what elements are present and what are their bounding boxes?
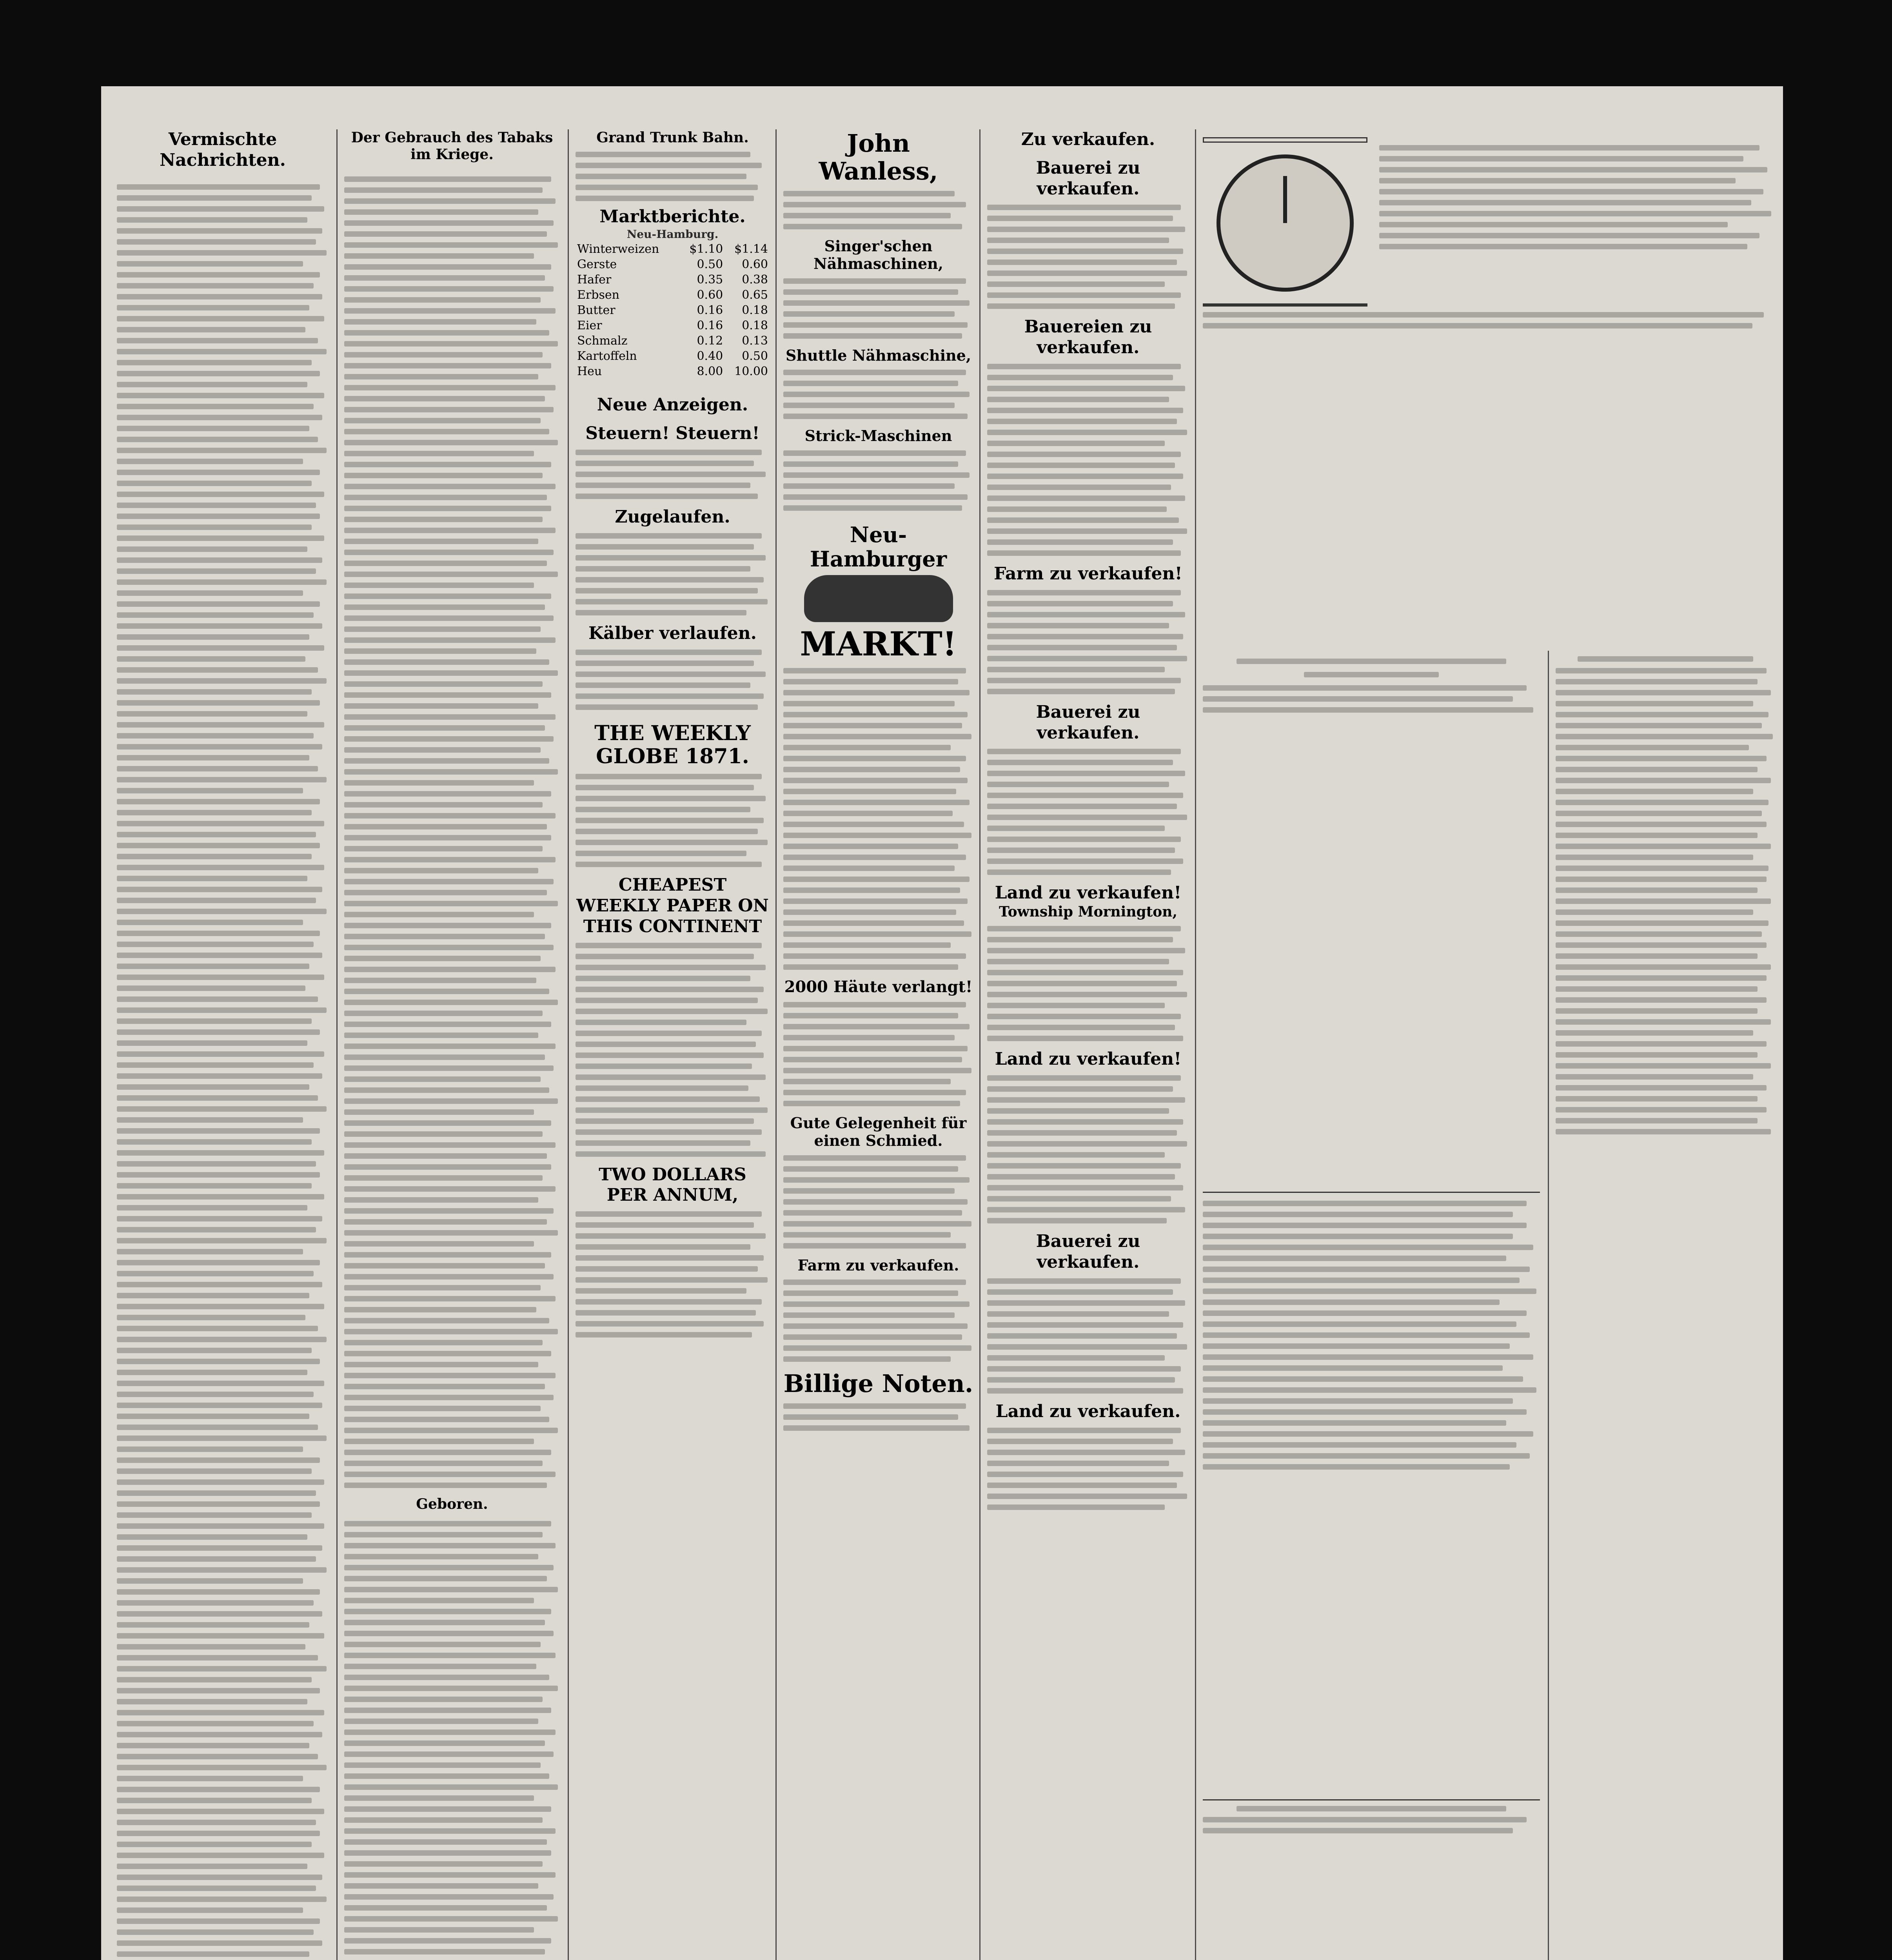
ad-flach: [1203, 129, 1775, 639]
watch-illustration: [1203, 137, 1367, 307]
heading: MARKT!: [800, 624, 957, 664]
column-tabak: [344, 129, 560, 1960]
market-price: 0.50: [742, 349, 768, 363]
market-row: [576, 272, 770, 287]
ad-hoefler: [1556, 651, 1775, 1960]
market-price: 0.18: [742, 303, 768, 318]
market-price: $1.10: [689, 242, 723, 256]
heading: Neu-Hamburger: [810, 522, 947, 572]
market-price: 0.13: [742, 334, 768, 348]
heading: Zugelaufen.: [615, 506, 730, 527]
market-item: Gerste: [577, 258, 617, 272]
ad-waarenlager: [1203, 1799, 1540, 1960]
heading: Land zu verkaufen.: [995, 1401, 1181, 1421]
market-item: Eier: [577, 319, 602, 333]
heading: Shuttle Nähmaschine,: [785, 346, 971, 364]
heading: John Wanless,: [819, 129, 938, 186]
heading: Singer'schen Nähmaschinen,: [813, 237, 944, 273]
watch-icon: [1217, 154, 1354, 292]
market-place: Neu-Hamburg.: [626, 227, 719, 241]
market-row: [576, 303, 770, 318]
column-verkaufen: [987, 129, 1189, 1960]
market-item: Schmalz: [577, 334, 628, 348]
column-vermischte: [117, 129, 329, 1960]
market-row: [576, 257, 770, 272]
heading: TWO DOLLARS PER ANNUM,: [599, 1164, 746, 1205]
heading: Der Gebrauch des Tabaks im Kriege.: [351, 129, 553, 163]
column-rule: [775, 129, 777, 1960]
market-row: [576, 287, 770, 303]
market-row: [576, 241, 770, 257]
heading: Zu verkaufen.: [1021, 129, 1155, 149]
heading: Bauereien zu verkaufen.: [1024, 317, 1152, 358]
heading: Billige Noten.: [783, 1369, 973, 1398]
market-row: [576, 348, 770, 364]
market-row: [576, 364, 770, 379]
market-item: Winterweizen: [577, 242, 659, 256]
market-price: 0.18: [742, 319, 768, 333]
cattle-illustration: [804, 575, 953, 622]
ad-fennell: [1203, 651, 1540, 1160]
heading: Bauerei zu verkaufen.: [1036, 158, 1140, 199]
column-rule: [336, 129, 338, 1960]
heading: Kälber verlaufen.: [588, 623, 757, 643]
heading: Township Mornington,: [999, 904, 1178, 920]
market-item: Kartoffeln: [577, 349, 637, 363]
heading: Land zu verkaufen!: [995, 883, 1182, 903]
market-price: 0.16: [697, 319, 723, 333]
watch-label-bottom: [1203, 303, 1367, 307]
market-item: Butter: [577, 303, 616, 318]
heading: Farm zu verkaufen!: [994, 563, 1182, 584]
column-wanless: [783, 129, 973, 1960]
heading: Steuern! Steuern!: [585, 423, 760, 444]
heading: Geboren.: [416, 1496, 488, 1513]
market-item: Heu: [577, 365, 602, 379]
market-row: [576, 333, 770, 348]
newspaper-page: [101, 86, 1783, 1960]
market-price: 0.35: [697, 273, 723, 287]
heading: THE WEEKLY GLOBE 1871.: [594, 721, 751, 769]
market-item: Hafer: [577, 273, 612, 287]
heading: Marktberichte.: [599, 207, 746, 227]
market-price: 0.40: [697, 349, 723, 363]
market-price: 0.65: [742, 288, 768, 302]
market-price: 0.16: [697, 303, 723, 318]
column-rule: [568, 129, 569, 1960]
market-price: 0.60: [742, 258, 768, 272]
market-price: 0.60: [697, 288, 723, 302]
heading: Land zu verkaufen!: [995, 1049, 1182, 1069]
column-markt: [576, 129, 770, 1960]
market-price: $1.14: [734, 242, 768, 256]
heading: Grand Trunk Bahn.: [596, 129, 749, 146]
column-rule: [1195, 129, 1196, 1960]
heading: Vermischte Nachrichten.: [160, 129, 286, 170]
column-rule: [979, 129, 980, 1960]
watch-label-top: [1203, 137, 1367, 143]
heading: Neue Anzeigen.: [597, 395, 748, 415]
ad-mammoth: [1203, 1192, 1540, 1781]
market-price: 0.38: [742, 273, 768, 287]
heading: Farm zu verkaufen.: [797, 1256, 959, 1274]
heading: CHEAPEST WEEKLY PAPER ON THIS CONTINENT: [576, 875, 769, 936]
market-price: 0.50: [697, 258, 723, 272]
heading: Bauerei zu verkaufen.: [1036, 1231, 1140, 1272]
market-table: [576, 241, 770, 379]
heading: 2000 Häute verlangt!: [784, 977, 973, 996]
market-price: 8.00: [697, 365, 723, 379]
market-row: [576, 318, 770, 333]
column-rule: [1548, 651, 1549, 1960]
heading: Bauerei zu verkaufen.: [1036, 702, 1140, 743]
heading: Gute Gelegenheit für einen Schmied.: [790, 1114, 967, 1150]
market-item: Erbsen: [577, 288, 619, 302]
market-price: 0.12: [697, 334, 723, 348]
market-price: 10.00: [734, 365, 768, 379]
heading: Strick-Maschinen: [804, 427, 952, 445]
